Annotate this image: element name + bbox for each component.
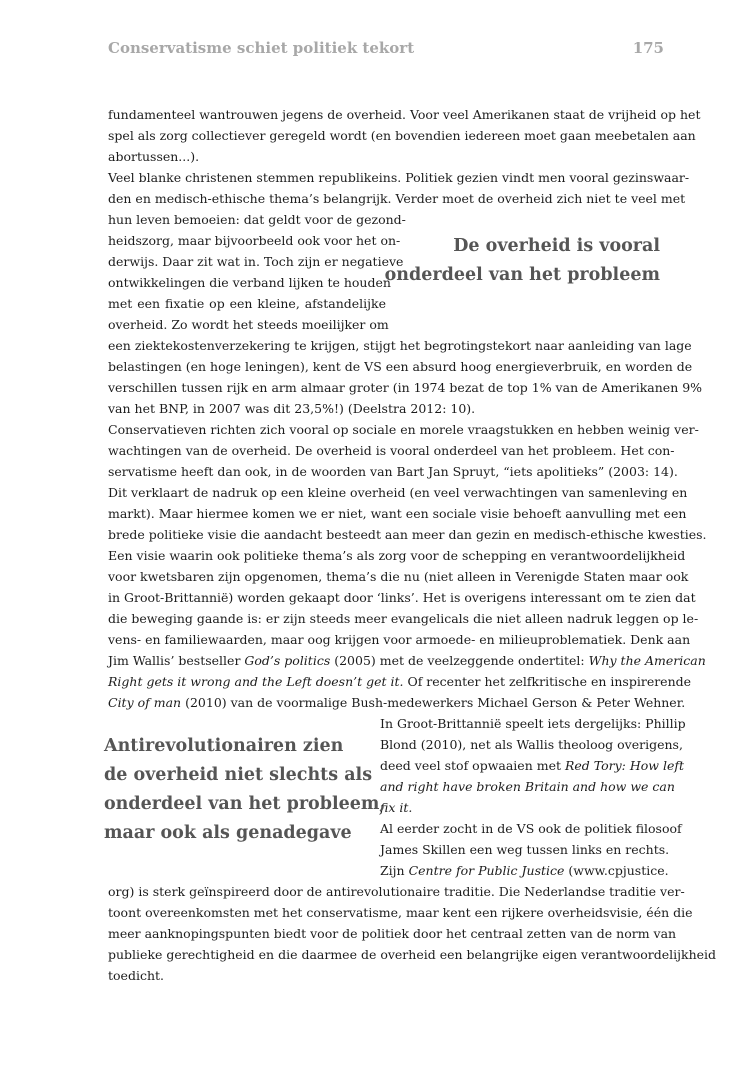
pull-quote-line: de overheid niet slechts als	[104, 765, 373, 785]
body-line: van het BNP, in 2007 was dit 23,5%!) (Deelstra 2012: 10).	[108, 401, 476, 416]
body-line: toedicht.	[108, 968, 164, 983]
body-line	[380, 755, 685, 776]
body-line	[380, 776, 675, 797]
organization-name: Centre for Public Justice	[408, 863, 565, 878]
body-line: org) is sterk geïnspireerd door de antirevolutionaire traditie. Die Nederlandse traditie ver-	[108, 884, 685, 899]
body-line: wachtingen van de overheid. De overheid is vooral onderdeel van het probleem. Het con-	[108, 443, 675, 458]
book-title: fix it.	[380, 800, 413, 815]
text-run: (www.cpjustice.	[564, 863, 669, 878]
body-line: markt). Maar hiermee komen we er niet, want een sociale visie behoeft aanvulling met een	[108, 506, 687, 521]
pull-quote-line: Antirevolutionairen zien	[104, 736, 344, 756]
body-line: den en medisch-ethische thema’s belangrijk. Verder moet de overheid zich niet te veel met	[108, 191, 686, 206]
body-line: Blond (2010), net als Wallis theoloog overigens,	[380, 737, 683, 752]
book-title: Red Tory: How left	[564, 758, 685, 773]
pull-quote-line: onderdeel van het probleem,	[104, 794, 386, 814]
body-line: meer aanknopingspunten biedt voor de politiek door het centraal zetten van de norm van	[108, 926, 677, 941]
body-line: brede politieke visie die aandacht besteedt aan meer dan gezin en medisch-ethische kwesties.	[108, 527, 707, 542]
body-line	[108, 692, 686, 713]
body-line: Al eerder zocht in de VS ook de politiek filosoof	[380, 821, 682, 836]
body-line	[108, 650, 706, 671]
text-run: (2010) van de voormalige Bush-medewerkers Michael Gerson & Peter Wehner.	[181, 695, 686, 710]
book-subtitle: Why the American	[588, 653, 706, 668]
body-line: voor kwetsbaren zijn opgenomen, thema’s die nu (niet alleen in Verenigde Staten maar ook	[108, 569, 689, 584]
body-line: overheid. Zo wordt het steeds moeilijker om	[108, 317, 389, 332]
pull-quote-line: De overheid is vooral	[453, 236, 660, 256]
body-line: publieke gerechtigheid en die daarmee de overheid een belangrijke eigen verantwoordelijkheid	[108, 947, 717, 962]
body-line: Dit verklaart de nadruk op een kleine overheid (en veel verwachtingen van samenleving en	[108, 485, 688, 500]
body-line: servatisme heeft dan ook, in de woorden van Bart Jan Spruyt, “iets apolitieks” (2003: 14).	[108, 464, 678, 479]
book-title: City of man	[108, 695, 182, 710]
body-line	[380, 797, 662, 818]
pull-quote-line: maar ook als genadegave	[104, 823, 352, 843]
text-run: Jim Wallis’ bestseller	[108, 653, 245, 668]
book-title: and right have broken Britain and how we can	[380, 779, 675, 794]
body-line	[108, 671, 692, 692]
text-run: Zijn	[380, 863, 409, 878]
text-run: (2005) met de veelzeggende ondertitel:	[330, 653, 589, 668]
pull-quote-line: onderdeel van het probleem	[384, 265, 660, 285]
body-line: vens- en familiewaarden, maar oog krijgen voor armoede- en milieuproblematiek. Denk aan	[108, 632, 691, 647]
text-run: Of recenter het zelfkritische en inspirerende	[403, 674, 692, 689]
text-run: deed veel stof opwaaien met	[380, 758, 565, 773]
body-line: hun leven bemoeien: dat geldt voor de gezond-	[108, 212, 406, 227]
body-line: met een fixatie op een kleine, afstandelijke	[108, 296, 386, 311]
book-subtitle: Right gets it wrong and the Left doesn’t get it.	[108, 674, 404, 689]
body-line	[380, 860, 669, 881]
body-line: derwijs. Daar zit wat in. Toch zijn er negatieve	[108, 254, 404, 269]
running-head-title: Conservatisme schiet politiek tekort	[108, 39, 415, 57]
pull-quote	[385, 232, 660, 290]
body-line: belastingen (en hoge leningen), kent de VS een absurd hoog energieverbruik, en worden de	[108, 359, 693, 374]
body-line: verschillen tussen rijk en arm almaar groter (in 1974 bezat de top 1% van de Amerikanen 9%	[108, 380, 703, 395]
body-line: James Skillen een weg tussen links en rechts.	[380, 842, 670, 857]
body-line: toont overeenkomsten met het conservatisme, maar kent een rijkere overheidsvisie, één die	[108, 905, 693, 920]
page-number: 175	[632, 39, 664, 57]
body-line: Conservatieven richten zich vooral op sociale en morele vraagstukken en hebben weinig ver-	[108, 422, 699, 437]
body-line: In Groot-Brittannië speelt iets dergelijks: Phillip	[380, 716, 686, 731]
body-line: heidszorg, maar bijvoorbeeld ook voor het on-	[108, 233, 401, 248]
body-line: ontwikkelingen die verband lijken te houden	[108, 275, 391, 290]
body-line: die beweging gaande is: er zijn steeds meer evangelicals die niet alleen nadruk leggen op le-	[108, 611, 699, 626]
body-line: abortussen...).	[108, 149, 200, 164]
pull-quote	[104, 732, 385, 848]
body-line: een ziektekostenverzekering te krijgen, stijgt het begrotingstekort naar aanleiding van lage	[108, 338, 692, 353]
body-line: Veel blanke christenen stemmen republikeins. Politiek gezien vindt men vooral gezinswaar-	[108, 170, 690, 185]
book-title: God’s politics	[244, 653, 331, 668]
running-head	[108, 39, 664, 63]
body-line: fundamenteel wantrouwen jegens de overheid. Voor veel Amerikanen staat de vrijheid op het	[108, 107, 701, 122]
body-line: spel als zorg collectiever geregeld wordt (en bovendien iedereen moet gaan meebetalen aan	[108, 128, 696, 143]
body-line: in Groot-Brittannië) worden gekaapt door ‘links’. Het is overigens interessant om te zien dat	[108, 590, 696, 605]
body-line: Een visie waarin ook politieke thema’s als zorg voor de schepping en verantwoordelijkheid	[108, 548, 686, 563]
